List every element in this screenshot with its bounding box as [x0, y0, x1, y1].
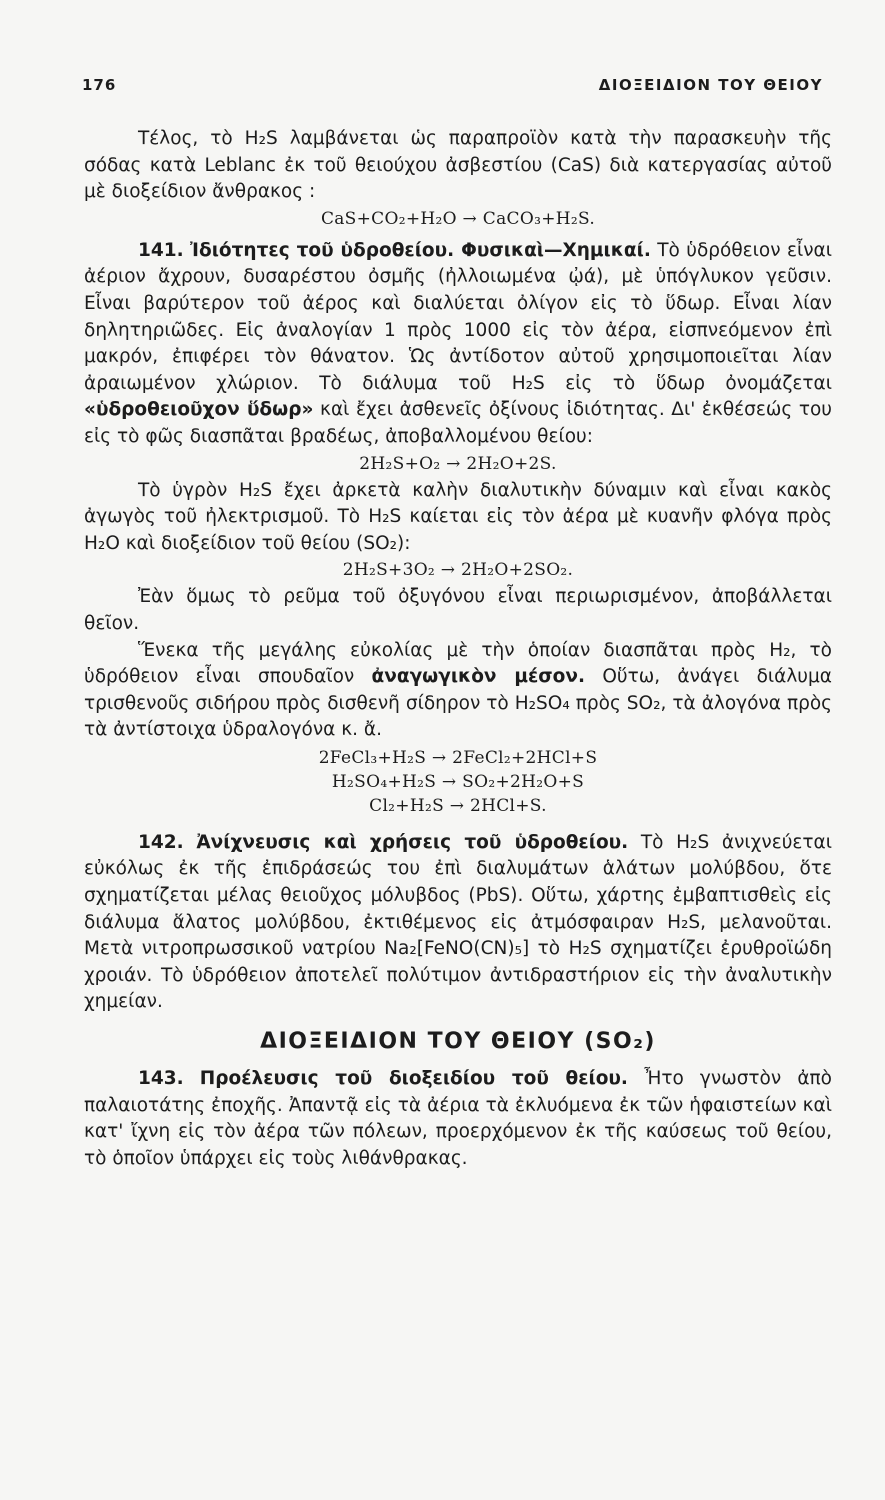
section-141-term: «ὑδροθειοῦχον ὕδωρ» — [84, 399, 314, 421]
page-body — [84, 126, 832, 1172]
section-141-text-1: Τὸ ὑδρόθειον εἶναι ἀέριον ἄχρουν, δυσαρέστου ὀσμῆς (ἠλλοιωμένα ᾠά), μὲ ὑπόγλυκον γεῦσιν. Εἶναι βαρύτερον τοῦ ἀέρος καὶ διαλύεται ὀλίγον εἰς τὸ ὕδωρ. Εἶναι λίαν δηλητηριῶδες. Εἰς ἀναλογίαν 1 πρὸς 1000 εἰς τὸν ἀέρα, εἰσπνεόμενον ἐπὶ μακρόν, ἐπιφέρει τὸν θάνατον. Ὡς ἀντίδοτον αὐτοῦ χρησιμοποιεῖται λίαν ἀραιωμένον χλώριον. Τὸ διάλυμα τοῦ H₂S εἰς τὸ ὕδωρ ὀνομάζεται — [84, 239, 832, 394]
section-141-number: 141. — [138, 239, 184, 261]
section-143-title: Προέλευσις τοῦ διοξειδίου τοῦ θείου. — [199, 1068, 628, 1090]
intro-paragraph: Τέλος, τὸ H₂S λαμβάνεται ὡς παραπροϊὸν κατὰ τὴν παρασκευὴν τῆς σόδας κατὰ Leblanc ἐκ τοῦ θειούχου ἀσβεστίου (CaS) διὰ κατεργασίας αὐτοῦ μὲ διοξείδιον ἄνθρακος : — [84, 128, 832, 203]
section-143-number: 143. — [138, 1068, 184, 1090]
section-142-number: 142. — [138, 831, 184, 853]
solvent-paragraph: Τὸ ὑγρὸν H₂S ἔχει ἀρκετὰ καλὴν διαλυτικὴν δύναμιν καὶ εἶναι κακὸς ἀγωγὸς τοῦ ἠλεκτρισμοῦ. Τὸ H₂S καίεται εἰς τὸν ἀέρα μὲ κυανῆν φλόγα πρὸς H₂O καὶ διοξείδιον τοῦ θείου (SO₂): — [84, 479, 832, 554]
oxygen-paragraph: Ἐὰν ὅμως τὸ ρεῦμα τοῦ ὀξυγόνου εἶναι περιωρισμένον, ἀποβάλλεται θεῖον. — [84, 586, 832, 634]
reducing-term: ἀναγωγικὸν μέσον. — [371, 666, 586, 688]
equation-decomposition: 2H₂S+O₂ → 2H₂O+2S. — [359, 453, 557, 474]
equation-fecl3: 2FeCl₃+H₂S → 2FeCl₂+2HCl+S — [318, 747, 598, 768]
page-number: 176 — [82, 76, 117, 94]
equation-cas: CaS+CO₂+H₂O → CaCO₃+H₂S. — [320, 208, 596, 229]
equation-cl2: Cl₂+H₂S → 2HCl+S. — [369, 795, 547, 816]
reducing-paragraph — [84, 638, 832, 744]
section-143-paragraph — [84, 1066, 832, 1172]
reducing-text-2: Οὕτω, ἀνάγει διάλυμα τρισθενοῦς σιδήρου πρὸς δισθενῆ σίδηρον τὸ H₂SO₄ πρὸς SO₂, τὰ ἀλογόνα πρὸς τὰ ἀντίστοιχα ὑδραλογόνα κ. ἄ. — [84, 666, 832, 741]
equation-h2so4: H₂SO₄+H₂S → SO₂+2H₂O+S — [331, 771, 585, 792]
section-142-text: Τὸ H₂S ἀνιχνεύεται εὐκόλως ἐκ τῆς ἐπιδράσεώς του ἐπὶ διαλυμάτων ἁλάτων μολύβδου, ὅτε σχηματίζεται μέλας θειοῦχος μόλυβδος (PbS). Οὕτω, χάρτης ἐμβαπτισθεὶς εἰς διάλυμα ἅλατος μολύβδου, ἐκτιθέμενος εἰς ἀτμόσφαιραν H₂S, μελανοῦται. Μετὰ νιτροπρωσσικοῦ νατρίου Na₂[FeNO(CN)₅] τὸ H₂S σχηματίζει ἐρυθροϊώδη χροιάν. Τὸ ὑδρόθειον ἀποτελεῖ πολύτιμον ἀντιδραστήριον εἰς τὴν ἀναλυτικὴν χημείαν. — [84, 831, 832, 1013]
section-141-title: Ἰδιότητες τοῦ ὑδροθείου. Φυσικαὶ—Χημικαί. — [190, 239, 651, 261]
chapter-title: ΔΙΟΞΕΙΔΙΟΝ ΤΟΥ ΘΕΙΟΥ (SO₂) — [260, 1029, 656, 1055]
reducing-text-1: Ἕνεκα τῆς μεγάλης εὐκολίας μὲ τὴν ὁποίαν διασπᾶται πρὸς H₂, τὸ ὑδρόθειον εἶναι σπουδαῖον — [84, 639, 832, 688]
page-header — [82, 72, 823, 100]
section-142-title: Ἀνίχνευσις καὶ χρήσεις τοῦ ὑδροθείου. — [196, 831, 629, 853]
reduction-equations — [84, 746, 832, 818]
section-141-text-2: καὶ ἔχει ἀσθενεῖς ὀξίνους ἰδιότητας. Δι' ἐκθέσεώς του εἰς τὸ φῶς διασπᾶται βραδέως, ἀποβαλλομένου θείου: — [84, 399, 832, 447]
section-142-paragraph — [84, 830, 832, 1016]
running-head: ΔΙΟΞΕΙΔΙΟΝ ΤΟΥ ΘΕΙΟΥ — [598, 76, 823, 94]
equation-combustion: 2H₂S+3O₂ → 2H₂O+2SO₂. — [342, 560, 574, 581]
section-141-paragraph — [84, 238, 832, 451]
section-143-text: Ἦτο γνωστὸν ἀπὸ παλαιοτάτης ἐποχῆς. Ἀπαντᾷ εἰς τὰ ἀέρια τὰ ἐκλυόμενα ἐκ τῶν ἡφαιστείων καὶ κατ' ἴχνη εἰς τὸν ἀέρα τῶν πόλεων, προερχόμενον ἐκ τῆς καύσεως τοῦ θείου, τὸ ὁποῖον ὑπάρχει εἰς τοὺς λιθάνθρακας. — [84, 1068, 832, 1169]
